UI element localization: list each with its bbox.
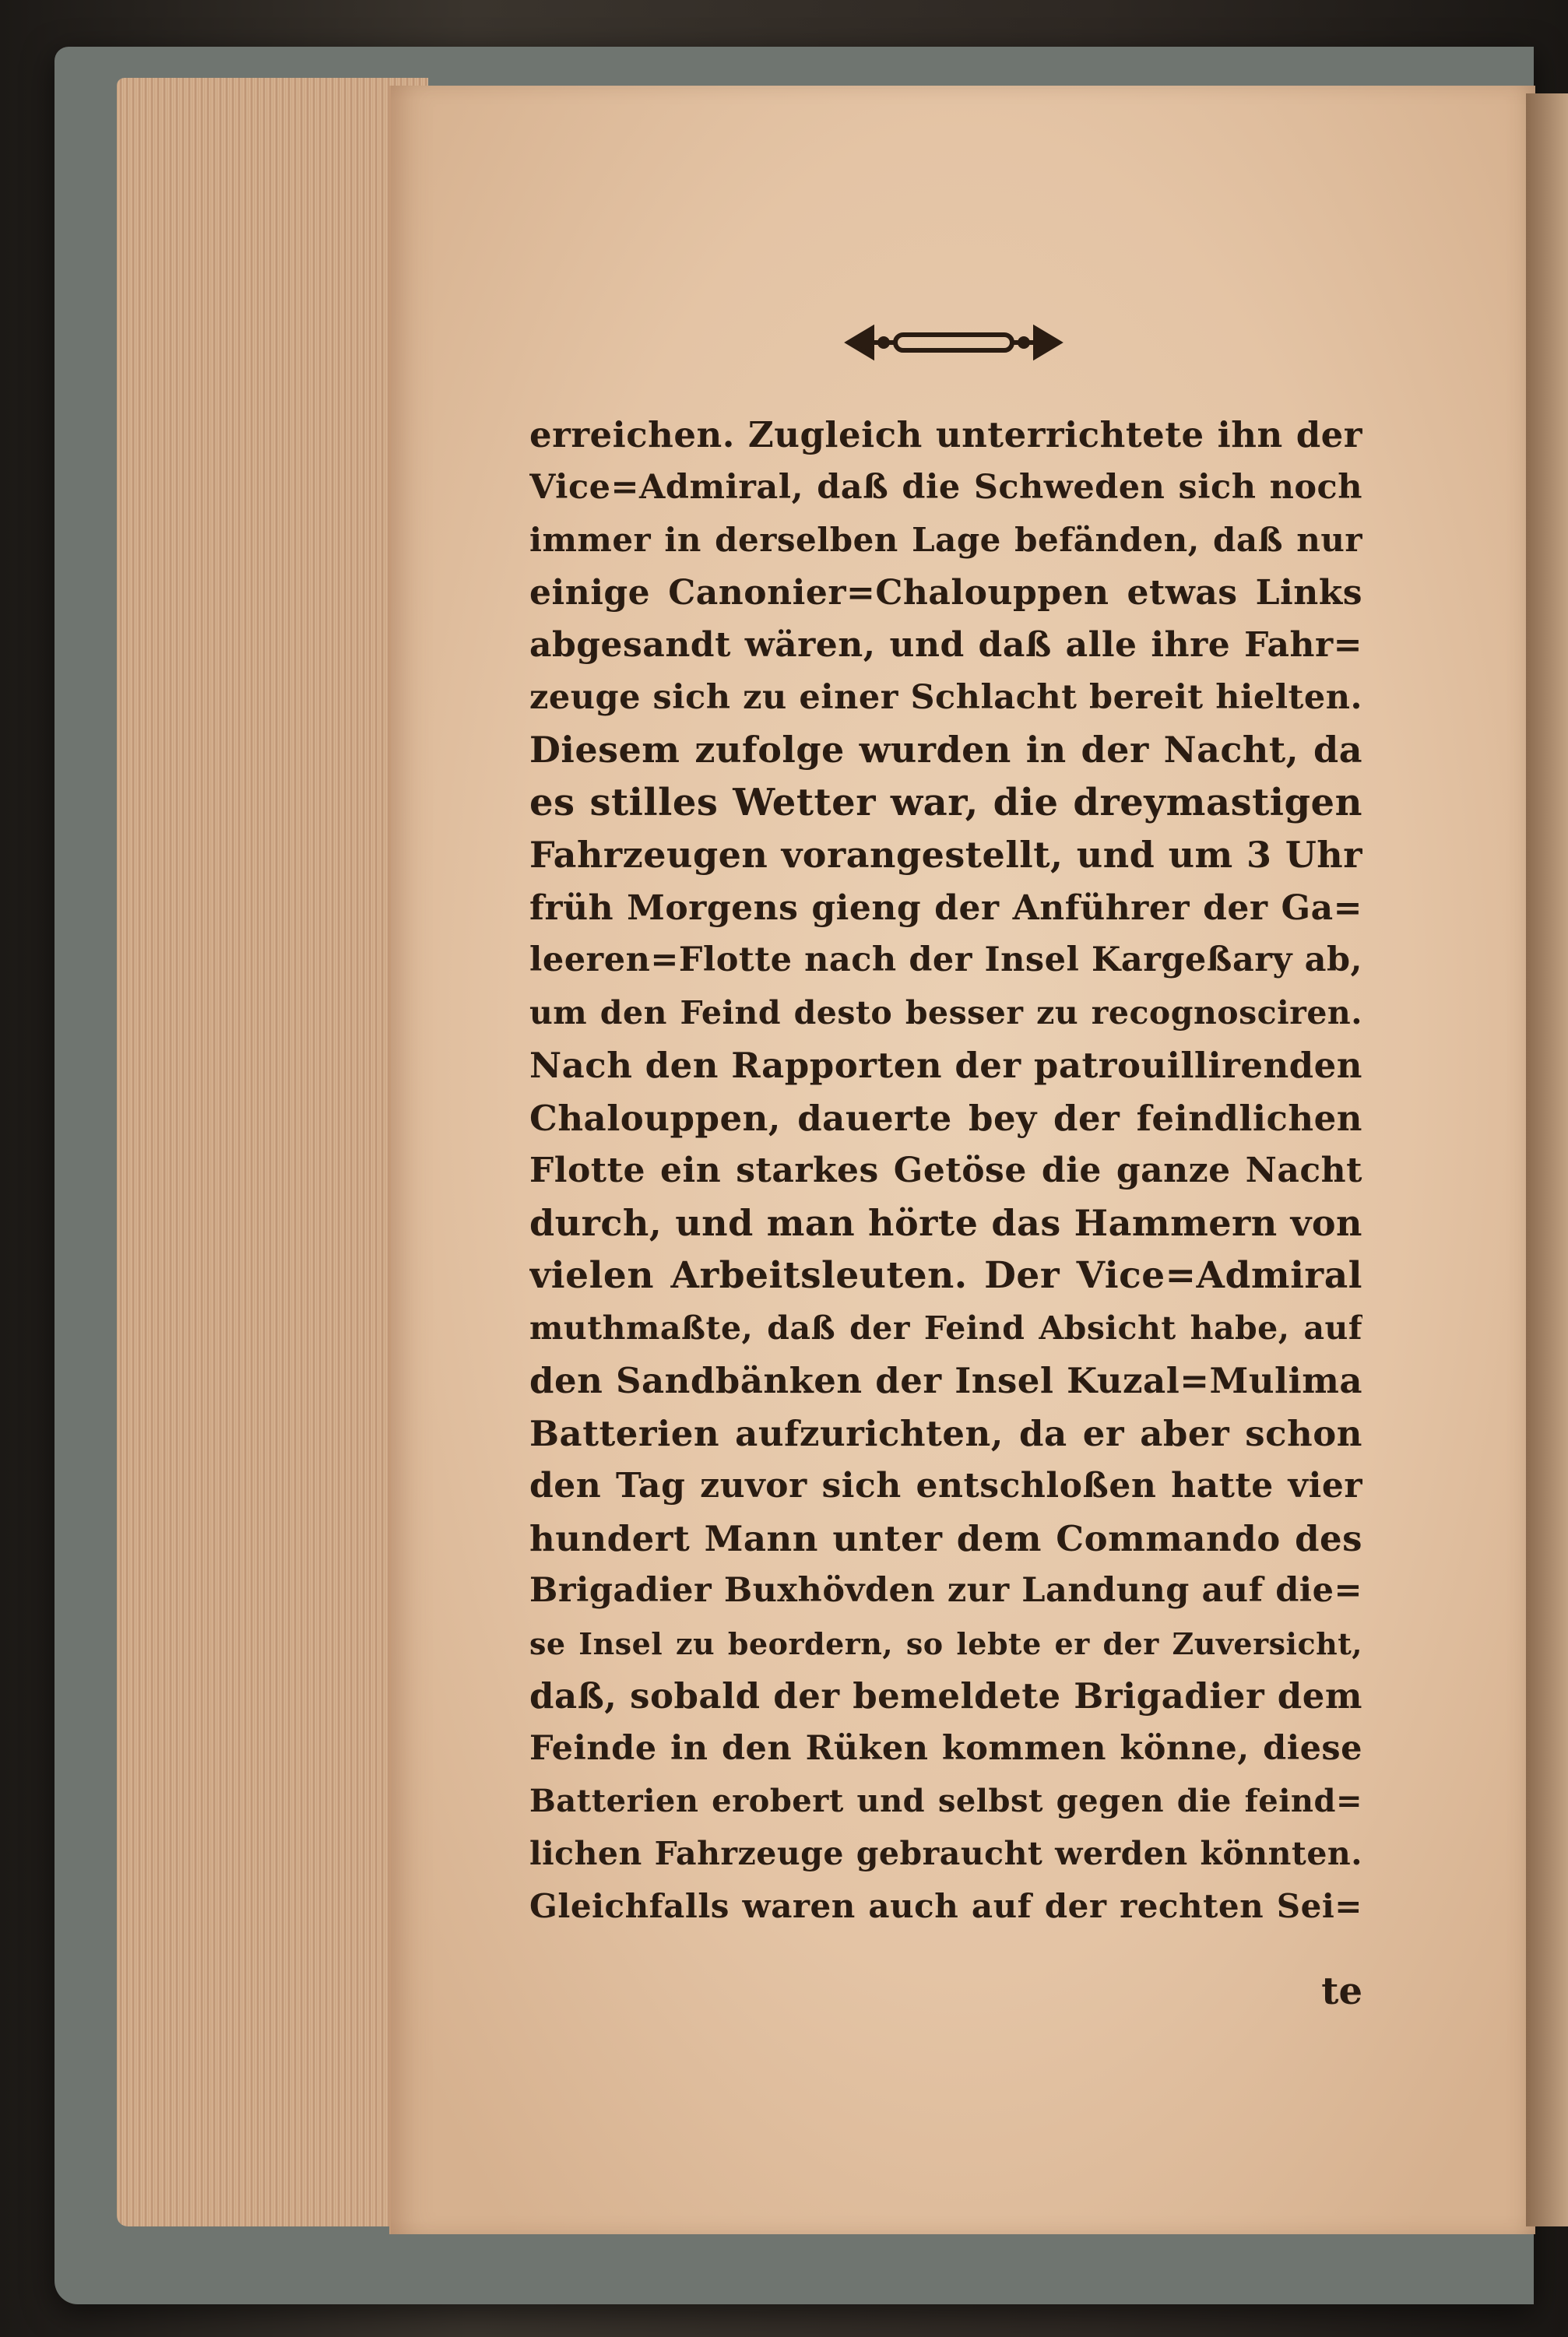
- text-line: daß, sobald der bemeldete Brigadier dem: [529, 1675, 1362, 1717]
- text-line: einige Canonier=Chalouppen etwas Links: [529, 572, 1362, 613]
- text-line: zeuge sich zu einer Schlacht bereit hielten.: [529, 677, 1362, 717]
- text-line: immer in derselben Lage befänden, daß nur: [529, 521, 1362, 559]
- text-line: Gleichfalls waren auch auf der rechten Sei=: [529, 1887, 1362, 1925]
- text-line: Batterien aufzurichten, da er aber schon: [529, 1412, 1362, 1454]
- text-line: Batterien erobert und selbst gegen die feind=: [529, 1783, 1362, 1819]
- text-line: erreichen. Zugleich unterrichtete ihn der: [529, 414, 1362, 455]
- text-line: muthmaßte, daß der Feind Absicht habe, auf: [529, 1309, 1362, 1347]
- text-line: um den Feind desto besser zu recognosciren.: [529, 993, 1362, 1031]
- text-line: Brigadier Buxhövden zur Landung auf die=: [529, 1571, 1362, 1610]
- catchword: te: [1321, 1970, 1362, 2013]
- facing-page-edge: [1526, 93, 1568, 2226]
- text-line: den Sandbänken der Insel Kuzal=Mulima: [529, 1360, 1362, 1401]
- text-line: früh Morgens gieng der Anführer der Ga=: [529, 887, 1362, 928]
- text-line: leeren=Flotte nach der Insel Kargeßary ab,: [529, 940, 1362, 979]
- text-line: hundert Mann unter dem Commando des: [529, 1517, 1362, 1559]
- text-line: Flotte ein starkes Getöse die ganze Nacht: [529, 1151, 1362, 1190]
- text-line: abgesandt wären, und daß alle ihre Fahr=: [529, 625, 1362, 665]
- text-line: es stilles Wetter war, die dreymastigen: [529, 780, 1362, 824]
- body-text: [529, 409, 1362, 1933]
- text-line: Nach den Rapporten der patrouillirenden: [529, 1045, 1362, 1086]
- text-line: Chalouppen, dauerte bey der feindlichen: [529, 1097, 1362, 1139]
- text-line: vielen Arbeitsleuten. Der Vice=Admiral: [529, 1254, 1362, 1297]
- text-line: den Tag zuvor sich entschloßen hatte vier: [529, 1466, 1362, 1506]
- text-line: durch, und man hörte das Hammern von: [529, 1201, 1362, 1244]
- page-edges: [117, 78, 428, 2226]
- text-line: Feinde in den Rüken kommen könne, diese: [529, 1728, 1362, 1768]
- text-line: Vice=Admiral, daß die Schweden sich noch: [529, 467, 1362, 507]
- text-line: lichen Fahrzeuge gebraucht werden könnten.: [529, 1834, 1362, 1872]
- text-line: se Insel zu beordern, so lebte er der Zuversicht,: [529, 1625, 1362, 1661]
- text-line: Diesem zufolge wurden in der Nacht, da: [529, 729, 1362, 771]
- ornament-icon: [841, 319, 1067, 366]
- text-line: Fahrzeugen vorangestellt, und um 3 Uhr: [529, 834, 1362, 876]
